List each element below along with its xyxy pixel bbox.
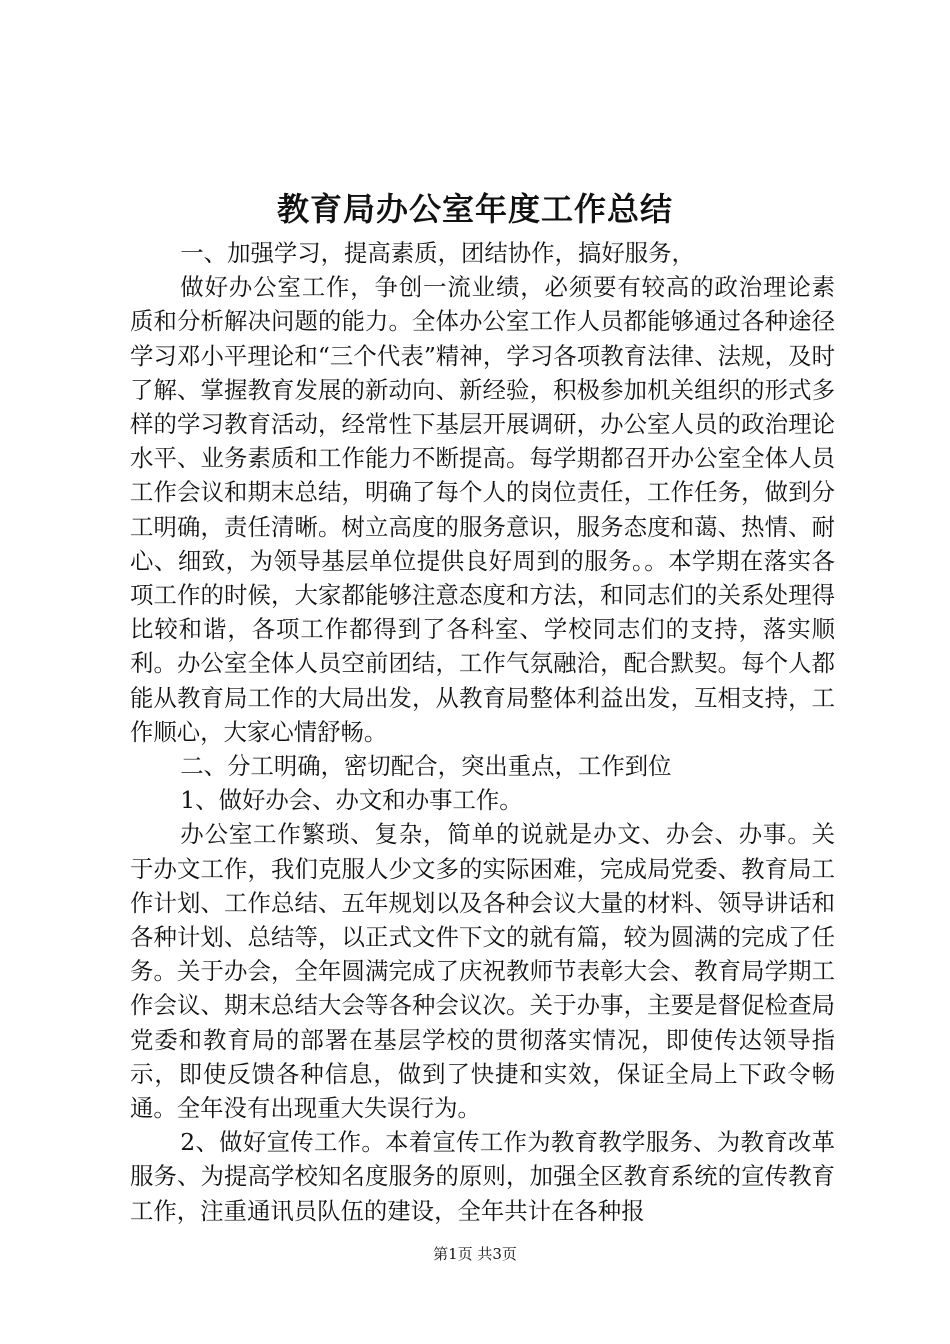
body-paragraph-3: 2、做好宣传工作。本着宣传工作为教育教学服务、为教育改革服务、为提高学校知名度服务的原则，加强全区教育系统的宣传教育工作，注重通讯员队伍的建设，全年共计在各种报 (130, 1128, 835, 1225)
document-body (130, 236, 835, 1228)
document-title: 教育局办公室年度工作总结 (276, 190, 673, 228)
section-heading-2: 二、分工明确，密切配合，突出重点，工作到位 (180, 752, 672, 781)
section-heading-1: 一、加强学习，提高素质，团结协作，搞好服务， (180, 239, 695, 267)
body-paragraph-1: 做好办公室工作，争创一流业绩，必须要有较高的政治理论素质和分析解决问题的能力。全体办公室工作人员都能够通过各种途径学习邓小平理论和“三个代表”精神，学习各项教育法律、法规，及时了解、掌握教育发展的新动向、新经验，积极参加机关组织的形式多样的学习教育活动，经常性下基层开展调研，办公室人员的政治理论水平、业务素质和工作能力不断提高。每学期都召开办公室全体人员工作会议和期末总结，明确了每个人的岗位责任，工作任务，做到分工明确，责任清晰。树立高度的服务意识，服务态度和蔼、热情、耐心、细致，为领导基层单位提供良好周到的服务。。本学期在落实各项工作的时候，大家都能够注意态度和方法，和同志们的关系处理得比较和谐，各项工作都得到了各科室、学校同志们的支持，落实顺利。办公室全体人员空前团结，工作气氛融洽，配合默契。每个人都能从教育局工作的大局出发，从教育局整体利益出发，互相支持，工作顺心，大家心情舒畅。 (130, 273, 835, 746)
subsection-heading-1: 1、做好办会、办文和办事工作。 (180, 786, 523, 815)
body-paragraph-2: 办公室工作繁琐、复杂，简单的说就是办文、办会、办事。关于办文工作，我们克服人少文多的实际困难，完成局党委、教育局工作计划、工作总结、五年规划以及各种会议大量的材料、领导讲话和各种计划、总结等，以正式文件下文的就有篇，较为圆满的完成了任务。关于办会，全年圆满完成了庆祝教师节表彰大会、教育局学期工作会议、期末总结大会等各种会议次。关于办事，主要是督促检查局党委和教育局的部署在基层学校的贯彻落实情况，即使传达领导指示，即使反馈各种信息，做到了快捷和实效，保证全局上下政令畅通。全年没有出现重大失误行为。 (130, 820, 835, 1123)
page-number-footer: 第1页 共3页 (433, 1245, 517, 1263)
